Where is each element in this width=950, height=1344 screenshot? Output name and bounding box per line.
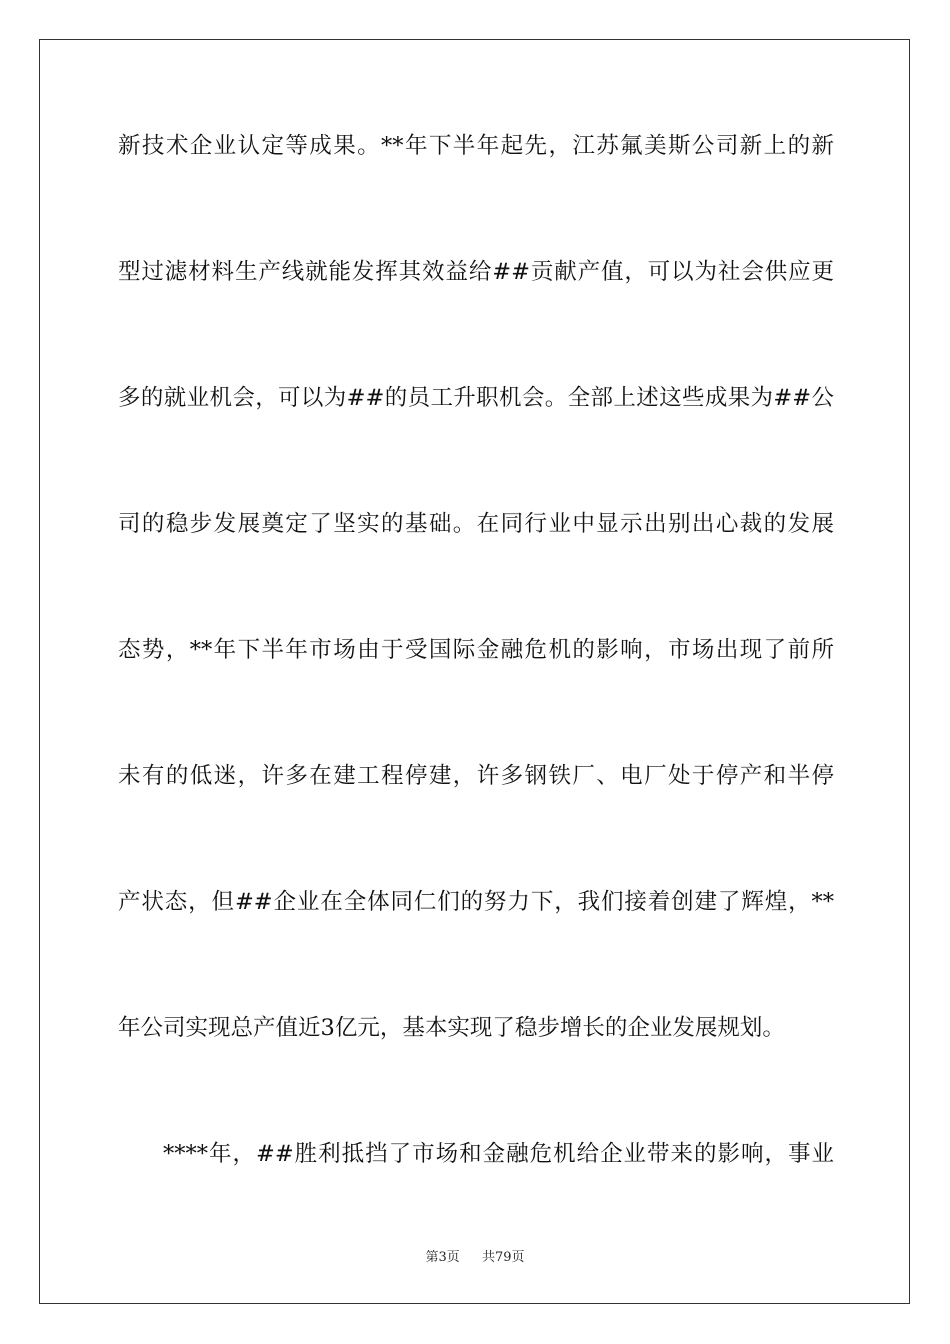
text-line: 年公司实现总产值近3亿元，基本实现了稳步增长的企业发展规划。	[118, 1015, 785, 1041]
text-line: 新技术企业认定等成果。**年下半年起先，江苏氟美斯公司新上的新	[118, 133, 834, 159]
page-number: 第3页	[425, 1250, 460, 1265]
page-footer	[0, 1246, 950, 1265]
text-line: 态势，**年下半年市场由于受国际金融危机的影响，市场出现了前所	[118, 637, 834, 663]
document-body	[118, 125, 834, 1259]
page-total: 共79页	[482, 1250, 525, 1265]
text-line: 产状态，但##企业在全体同仁们的努力下，我们接着创建了辉煌，**	[118, 889, 834, 915]
text-line: 多的就业机会，可以为##的员工升职机会。全部上述这些成果为##公	[118, 385, 834, 411]
text-line: 司的稳步发展奠定了坚实的基础。在同行业中显示出别出心裁的发展	[118, 511, 834, 537]
paragraph-start-line: ****年，##胜利抵挡了市场和金融危机给企业带来的影响，事业	[163, 1141, 834, 1167]
text-line: 未有的低迷，许多在建工程停建，许多钢铁厂、电厂处于停产和半停	[118, 763, 834, 789]
text-line: 型过滤材料生产线就能发挥其效益给##贡献产值，可以为社会供应更	[118, 259, 834, 285]
